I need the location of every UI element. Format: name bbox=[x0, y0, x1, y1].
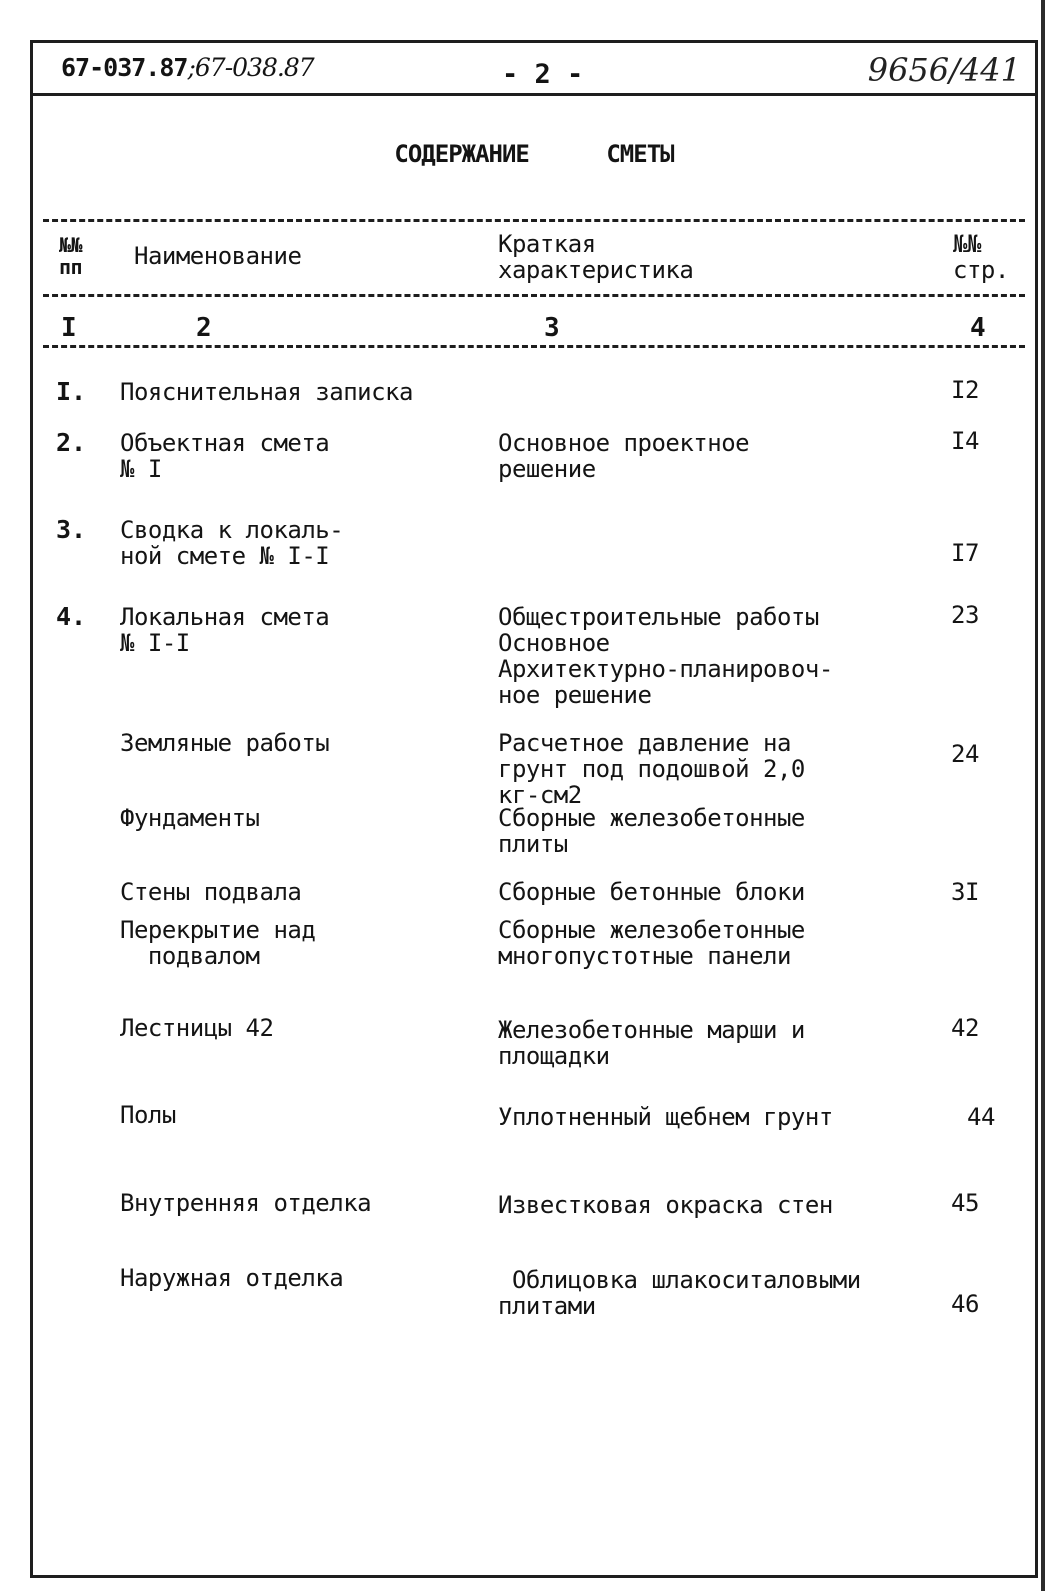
col-number-3: 3 bbox=[544, 313, 560, 343]
row-number: I. bbox=[56, 377, 87, 406]
row-name: Локальная смета № I-I bbox=[120, 603, 330, 657]
title-word-1: СОДЕРЖАНИЕ bbox=[394, 140, 529, 168]
row-name: Пояснительная записка bbox=[120, 378, 413, 406]
col-number-4: 4 bbox=[970, 313, 986, 343]
row-description: Уплотненный щебнем грунт bbox=[498, 1103, 833, 1131]
code-handwritten: ;67-038.87 bbox=[187, 53, 314, 82]
row-description: Облицовка шлакоситаловыми плитами bbox=[498, 1266, 861, 1320]
row-name: Внутренняя отделка bbox=[120, 1189, 372, 1217]
row-page: 46 bbox=[951, 1290, 979, 1318]
col-number-1: I bbox=[61, 313, 77, 343]
row-name: Перекрытие над подвалом bbox=[120, 916, 316, 970]
row-description: Известковая окраска стен bbox=[498, 1191, 833, 1219]
row-page: I7 bbox=[951, 539, 979, 567]
row-page: 24 bbox=[951, 740, 979, 768]
page-right-edge bbox=[1041, 0, 1045, 1591]
row-name: Фундаменты bbox=[120, 804, 260, 832]
row-number: 3. bbox=[56, 515, 87, 544]
col-header-number: №№ пп bbox=[59, 233, 83, 279]
header-rule bbox=[33, 93, 1035, 96]
col-header-name: Наименование bbox=[134, 242, 302, 270]
row-name: Земляные работы bbox=[120, 729, 330, 757]
document-code-left bbox=[61, 53, 314, 82]
document-code-right: 9656/441 bbox=[867, 51, 1021, 89]
row-name: Сводка к локаль- ной смете № I-I bbox=[120, 516, 344, 570]
col-header-page: №№ стр. bbox=[953, 230, 1009, 284]
row-page: 44 bbox=[967, 1103, 995, 1131]
row-name: Стены подвала bbox=[120, 878, 302, 906]
row-page: 3I bbox=[951, 878, 979, 906]
row-page: 23 bbox=[951, 601, 979, 629]
row-number: 4. bbox=[56, 602, 87, 631]
row-description: Сборные железобетонные плиты bbox=[498, 804, 805, 858]
row-description: Расчетное давление на грунт под подошвой 2,0 кг-см2 bbox=[498, 729, 805, 809]
row-name: Наружная отделка bbox=[120, 1264, 344, 1292]
col-number-2: 2 bbox=[196, 313, 212, 343]
table-top-rule bbox=[43, 219, 1025, 222]
title-word-2: СМЕТЫ bbox=[606, 140, 674, 168]
header-bottom-rule bbox=[43, 294, 1025, 297]
row-page: I4 bbox=[951, 427, 979, 455]
row-page: 45 bbox=[951, 1189, 979, 1217]
code-typed: 67-037.87 bbox=[61, 53, 188, 82]
row-page: I2 bbox=[951, 376, 979, 404]
page-number: - 2 - bbox=[502, 59, 584, 90]
row-page: 42 bbox=[951, 1014, 979, 1042]
row-number: 2. bbox=[56, 428, 87, 457]
row-description: Сборные бетонные блоки bbox=[498, 878, 805, 906]
row-description: Основное проектное решение bbox=[498, 429, 750, 483]
row-description: Сборные железобетонные многопустотные панели bbox=[498, 916, 805, 970]
row-name: Полы bbox=[120, 1101, 176, 1129]
col-header-description: Краткая характеристика bbox=[498, 230, 694, 284]
document-frame bbox=[30, 40, 1038, 1578]
row-name: Объектная смета № I bbox=[120, 429, 330, 483]
row-description: Общестроительные работы Основное Архитектурно-планировоч- ное решение bbox=[498, 603, 833, 709]
page-title bbox=[33, 140, 1035, 168]
row-name: Лестницы 42 bbox=[120, 1014, 274, 1042]
row-description: Железобетонные марши и площадки bbox=[498, 1016, 805, 1070]
column-numbers-rule bbox=[43, 345, 1025, 348]
